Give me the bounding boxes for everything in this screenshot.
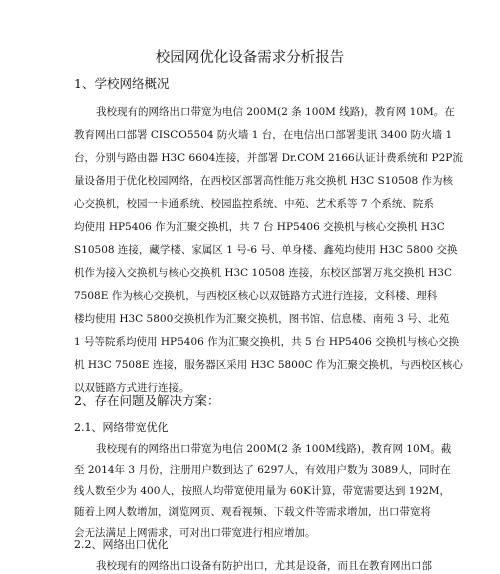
section-1-line: 1 号等院系均使用 HP5406 作为汇聚交换机，共 5 台 HP5406 交换机与核心交换 (74, 336, 460, 348)
subsection-2-1-line: 随着上网人数增加，浏览网页、观看视频、下载文件等需求增加，出口带宽将 (74, 506, 431, 518)
section-1-line: 机 H3C 7508E 连接，服务器区采用 H3C 5800C 作为汇聚交换机，与西校区核心 (74, 359, 463, 371)
subsection-2-1-line: 线人数至少为 400人，按照人均带宽使用量为 60K计算，带宽需要达到 192M， (74, 485, 451, 497)
section-1-line: 机作为接入交换机与核心交换机 H3C 10508 连接，东校区部署万兆交换机 H3C (74, 267, 452, 279)
section-1-line: 楼均使用 H3C 5800交换机作为汇聚交换机，图书馆、信息楼、南苑 3 号、北苑 (74, 313, 450, 325)
section-1-line: 量设备用于优化校园网络，在西校区部署高性能万兆交换机 H3C S10508 作为核 (74, 175, 453, 187)
section-1-heading: 1、学校网络概况 (74, 76, 170, 91)
section-2-heading: 2、存在问题及解决方案： (74, 393, 220, 408)
subsection-2-1-line: 会无法满足上网需求，可对出口带宽进行相应增加。 (74, 527, 316, 539)
subsection-2-1-line: 至 2014年 3 月份，注册用户数到达了 6297人，有效用户数为 3089人，同时在 (74, 464, 451, 476)
section-1-line: 台，分别与路由器 H3C 6604连接，并部署 Dr.COM 2166认证计费系统和 P2P流 (74, 152, 463, 164)
section-1-line: 心交换机，校园一卡通系统、校园监控系统、中苑、艺术系等 7 个系统、院系 (74, 198, 434, 210)
section-1-line: S10508 连接，藏学楼、家属区 1 号-6 号、单身楼、鑫苑均使用 H3C 5800 交换 (74, 244, 458, 256)
subsection-2-2-heading: 2.2、网络出口优化 (74, 538, 169, 551)
section-1-line: 均使用 HP5406 作为汇聚交换机，共 7 台 HP5406 交换机与核心交换机 H3C (74, 221, 445, 233)
subsection-2-1-line: 我校现有的网络出口带宽为电信 200M(2 条 100M线路)，教育网 10M。截 (96, 443, 452, 455)
subsection-2-2-line: 我校现有的网络出口设备有防护出口，尤其是设备，而且在教育网出口部 (96, 560, 432, 572)
document-title: 校园网优化设备需求分析报告 (155, 50, 345, 66)
section-1-line: 以双链路方式进行连接。 (74, 382, 190, 394)
section-1-line: 我校现有的网络出口带宽为电信 200M(2 条 100M 线路)，教育网 10M。在 (96, 106, 455, 118)
subsection-2-1-heading: 2.1、网络带宽优化 (74, 421, 169, 434)
section-1-line: 7508E 作为核心交换机，与西校区核心以双链路方式进行连接，文科楼、理科 (74, 290, 438, 302)
section-1-line: 教育网出口部署 CISCO5504 防火墙 1 台，在电信出口部署斐讯 3400 防火墙 1 (74, 129, 453, 141)
